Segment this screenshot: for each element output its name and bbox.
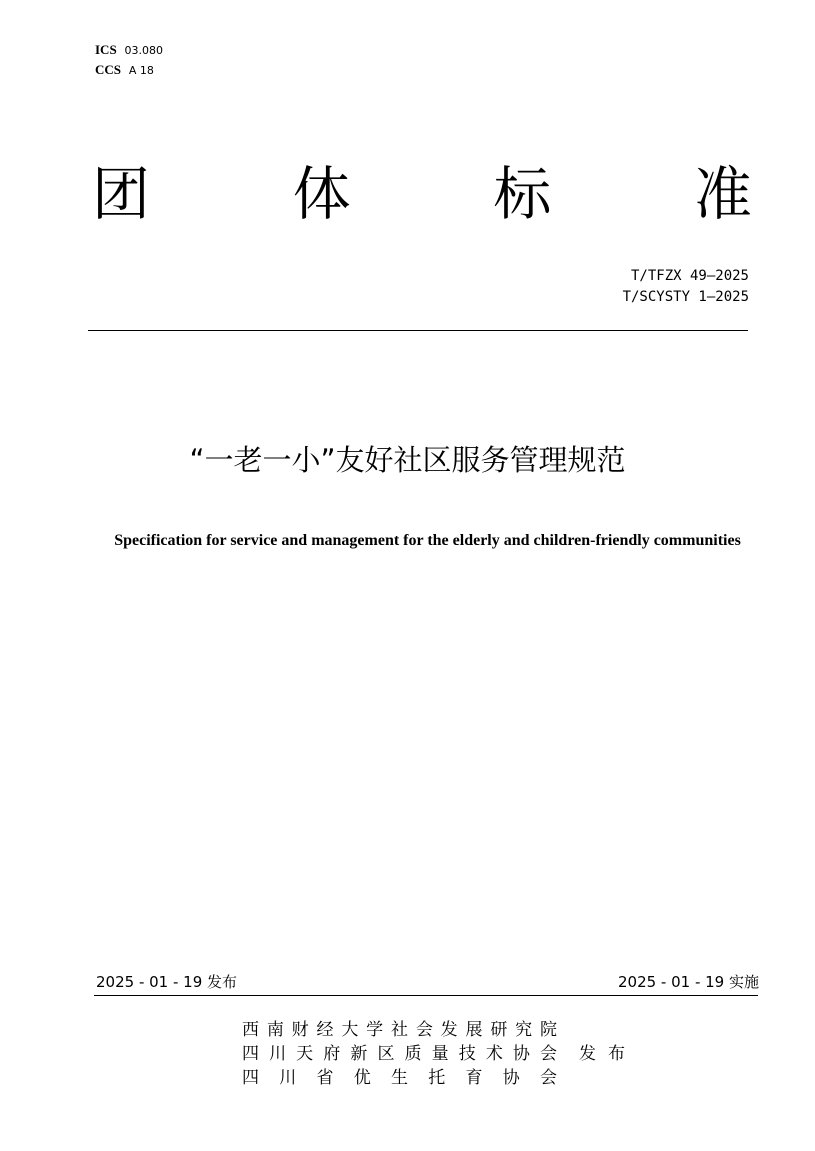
title-char: 准 — [693, 160, 752, 228]
ics-value: 03.080 — [124, 44, 164, 57]
classification-codes — [95, 40, 163, 80]
publisher-line — [242, 1018, 637, 1042]
top-divider — [88, 330, 748, 331]
ccs-label: CCS — [95, 62, 122, 77]
title-char: 体 — [292, 160, 351, 228]
standard-numbers — [623, 266, 749, 308]
implementation-date: 2025 - 01 - 19 实施 — [617, 973, 759, 991]
publish-label: 发布 — [579, 1044, 637, 1064]
standard-number: T/TFZX 49—2025 — [630, 268, 749, 284]
issue-date: 2025 - 01 - 19 发布 — [96, 973, 238, 991]
document-type-title — [92, 162, 752, 226]
standard-title-cn: “一老一小”友好社区服务管理规范 — [189, 443, 626, 477]
publisher-name: 四川天府新区质量技术协会 — [242, 1044, 557, 1064]
ccs-line — [95, 60, 163, 80]
publishers-block — [242, 1018, 637, 1090]
ics-line — [95, 40, 163, 60]
title-char: 团 — [92, 160, 151, 228]
ccs-value: A 18 — [128, 64, 154, 77]
standard-number: T/SCYSTY 1—2025 — [622, 289, 749, 305]
publisher-line — [242, 1066, 637, 1090]
publisher-line — [242, 1042, 637, 1066]
publisher-name: 西南财经大学社会发展研究院 — [242, 1020, 557, 1040]
bottom-divider — [94, 995, 758, 996]
title-char: 标 — [493, 160, 552, 228]
publisher-name: 四川省优生托育协会 — [242, 1068, 557, 1088]
standard-title-en: Specification for service and management for the elderly and children-friendly communities — [114, 532, 741, 549]
ics-label: ICS — [95, 42, 117, 57]
